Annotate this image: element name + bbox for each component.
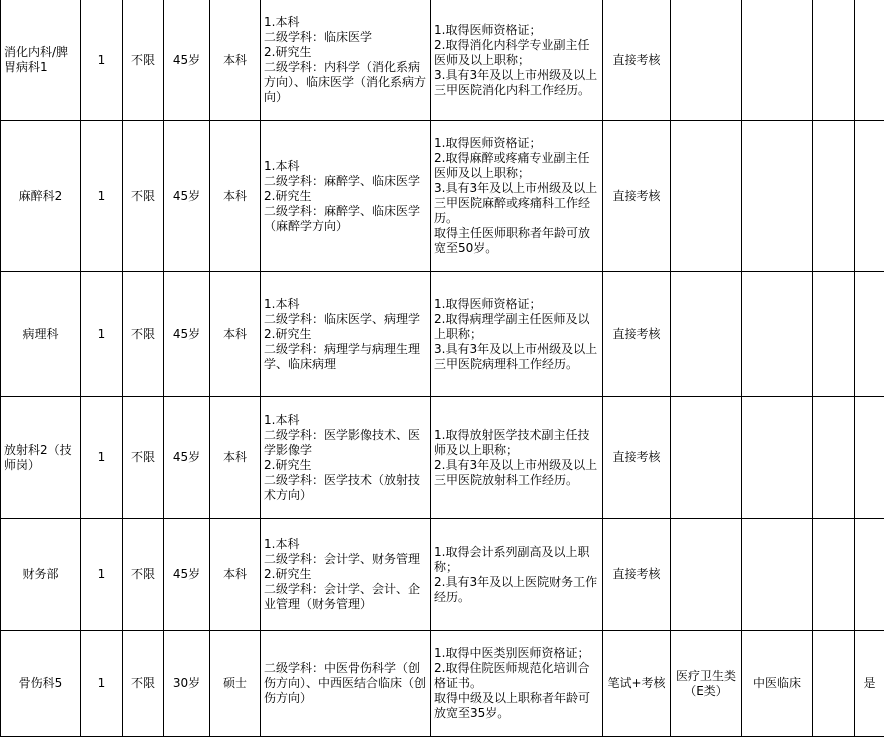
table-row: [1, 519, 884, 631]
blank-cell: [813, 397, 855, 519]
age-cell: 45岁: [164, 519, 210, 631]
blank-cell: [813, 519, 855, 631]
category-cell: [671, 397, 742, 519]
age-cell: 45岁: [164, 272, 210, 397]
flag-cell: 是: [855, 631, 884, 737]
education-cell: 本科: [210, 121, 261, 272]
subject-cell: [742, 0, 813, 121]
requirements-cell: 1.取得中医类别医师资格证； 2.取得住院医师规范化培训合格证书。 取得中级及以上职称者年龄可放宽至35岁。: [431, 631, 603, 737]
count-cell: 1: [81, 121, 123, 272]
flag-cell: [855, 519, 884, 631]
category-cell: [671, 519, 742, 631]
requirements-cell: 1.取得医师资格证； 2.取得消化内科学专业副主任医师及以上职称； 3.具有3年及以上市州级及以上三甲医院消化内科工作经历。: [431, 0, 603, 121]
major-cell: 1.本科 二级学科：临床医学、病理学 2.研究生 二级学科：病理学与病理生理学、临床病理: [261, 272, 431, 397]
blank-cell: [813, 0, 855, 121]
subject-cell: [742, 519, 813, 631]
table-row: [1, 397, 884, 519]
exam-method-cell: 直接考核: [603, 397, 671, 519]
major-cell: 二级学科：中医骨伤科学（创伤方向）、中西医结合临床（创伤方向）: [261, 631, 431, 737]
subject-cell: 中医临床: [742, 631, 813, 737]
table-row: [1, 631, 884, 737]
exam-method-cell: 直接考核: [603, 519, 671, 631]
exam-method-cell: 直接考核: [603, 0, 671, 121]
exam-method-cell: 直接考核: [603, 121, 671, 272]
subject-cell: [742, 272, 813, 397]
count-cell: 1: [81, 631, 123, 737]
blank-cell: [813, 631, 855, 737]
major-cell: 1.本科 二级学科：医学影像技术、医学影像学 2.研究生 二级学科：医学技术（放射技术方向）: [261, 397, 431, 519]
gender-cell: 不限: [123, 519, 164, 631]
flag-cell: [855, 272, 884, 397]
category-cell: [671, 0, 742, 121]
education-cell: 本科: [210, 0, 261, 121]
subject-cell: [742, 397, 813, 519]
education-cell: 本科: [210, 519, 261, 631]
department-cell: 放射科2（技师岗）: [1, 397, 81, 519]
category-cell: [671, 272, 742, 397]
education-cell: 本科: [210, 397, 261, 519]
education-cell: 本科: [210, 272, 261, 397]
blank-cell: [813, 121, 855, 272]
age-cell: 30岁: [164, 631, 210, 737]
exam-method-cell: 直接考核: [603, 272, 671, 397]
subject-cell: [742, 121, 813, 272]
count-cell: 1: [81, 272, 123, 397]
department-cell: 麻醉科2: [1, 121, 81, 272]
table-row: [1, 121, 884, 272]
department-cell: 病理科: [1, 272, 81, 397]
major-cell: 1.本科 二级学科：临床医学 2.研究生 二级学科：内科学（消化系病方向）、临床医学（消化系病方向）: [261, 0, 431, 121]
age-cell: 45岁: [164, 0, 210, 121]
department-cell: 骨伤科5: [1, 631, 81, 737]
education-cell: 硕士: [210, 631, 261, 737]
gender-cell: 不限: [123, 397, 164, 519]
flag-cell: [855, 0, 884, 121]
age-cell: 45岁: [164, 397, 210, 519]
gender-cell: 不限: [123, 272, 164, 397]
table-row: [1, 272, 884, 397]
exam-method-cell: 笔试+考核: [603, 631, 671, 737]
age-cell: 45岁: [164, 121, 210, 272]
count-cell: 1: [81, 519, 123, 631]
gender-cell: 不限: [123, 121, 164, 272]
major-cell: 1.本科 二级学科：麻醉学、临床医学 2.研究生 二级学科：麻醉学、临床医学（麻醉学方向）: [261, 121, 431, 272]
count-cell: 1: [81, 397, 123, 519]
category-cell: [671, 121, 742, 272]
gender-cell: 不限: [123, 0, 164, 121]
flag-cell: [855, 121, 884, 272]
requirements-cell: 1.取得医师资格证； 2.取得麻醉或疼痛专业副主任医师及以上职称； 3.具有3年及以上市州级及以上三甲医院麻醉或疼痛科工作经历。 取得主任医师职称者年龄可放宽至50岁。: [431, 121, 603, 272]
major-cell: 1.本科 二级学科：会计学、财务管理 2.研究生 二级学科：会计学、会计、企业管理（财务管理）: [261, 519, 431, 631]
category-cell: 医疗卫生类（E类）: [671, 631, 742, 737]
requirements-cell: 1.取得放射医学技术副主任技师及以上职称； 2.具有3年及以上市州级及以上三甲医院放射科工作经历。: [431, 397, 603, 519]
requirements-cell: 1.取得会计系列副高及以上职称； 2.具有3年及以上医院财务工作经历。: [431, 519, 603, 631]
requirements-cell: 1.取得医师资格证； 2.取得病理学副主任医师及以上职称； 3.具有3年及以上市州级及以上三甲医院病理科工作经历。: [431, 272, 603, 397]
gender-cell: 不限: [123, 631, 164, 737]
department-cell: 消化内科/脾胃病科1: [1, 0, 81, 121]
table-row: [1, 0, 884, 121]
blank-cell: [813, 272, 855, 397]
count-cell: 1: [81, 0, 123, 121]
flag-cell: [855, 397, 884, 519]
department-cell: 财务部: [1, 519, 81, 631]
